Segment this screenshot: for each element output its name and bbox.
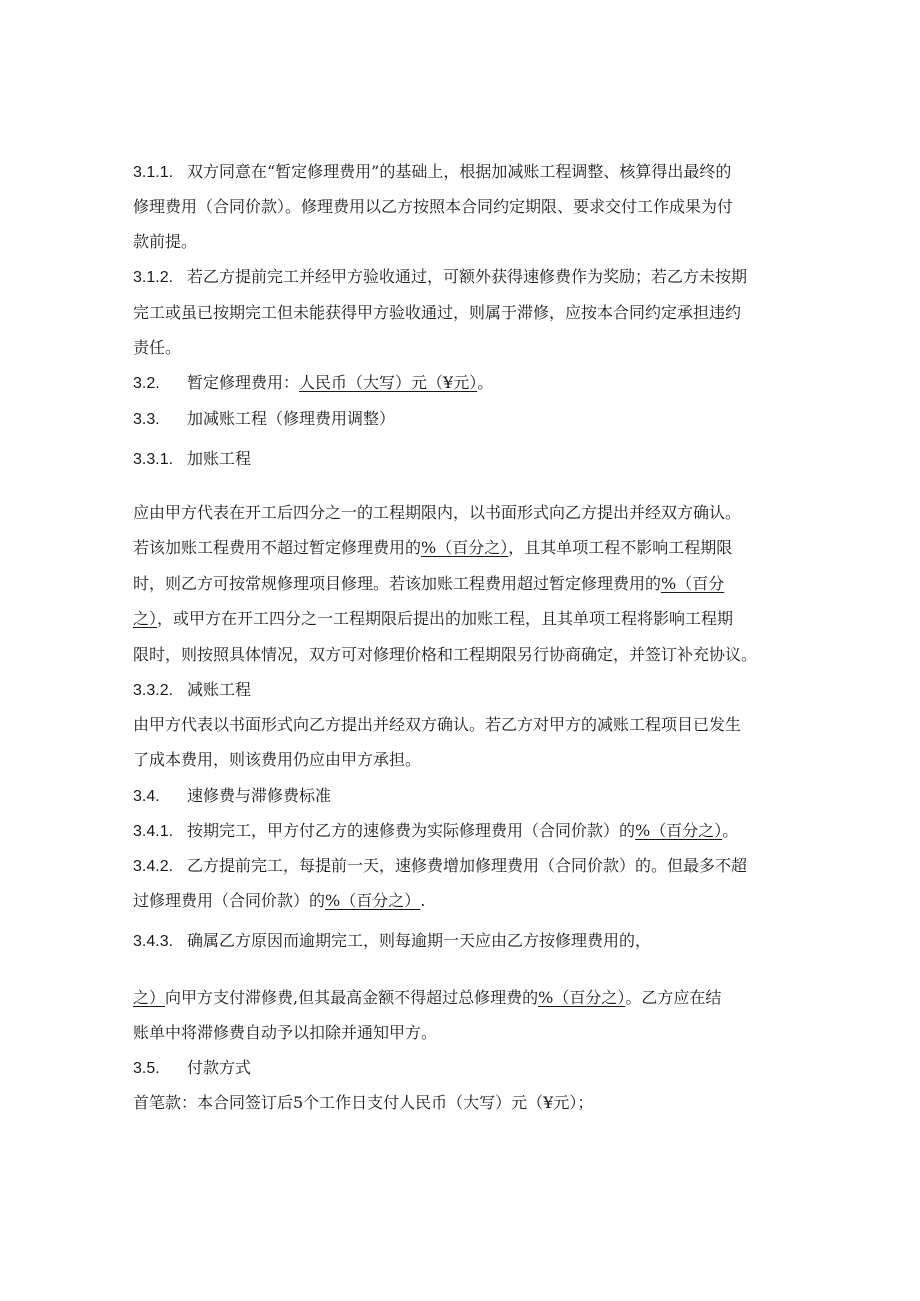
percent-blank: %（百分 [661, 574, 725, 593]
clause-number: 3.3. [133, 411, 160, 428]
clause-number: 3.3.2. [133, 682, 174, 699]
clause-3-3-1-body-line-1: 应由甲方代表在开工后四分之一的工程期限内，以书面形式向乙方提出并经双方确认。 [133, 503, 742, 522]
clause-heading: 加减账工程（修理费用调整） [187, 409, 396, 428]
text-run: 。乙方应在结 [625, 988, 722, 1007]
text-run: 乙方提前完工，每提前一天，速修费增加修理费用（合同价款）的。但最多不超 [187, 856, 748, 875]
text-run: 确属乙方原因而逾期完工，则每逾期一天应由乙方按修理费用的， [187, 931, 652, 950]
clause-3-5 [133, 1058, 251, 1079]
clause-3-1-2-line-2: 完工或虽已按期完工但未能获得甲方验收通过，则属于滞修，应按本合同约定承担违约 [133, 303, 742, 322]
clause-number: 3.1.2. [133, 269, 174, 286]
clause-number: 3.4.1. [133, 823, 174, 840]
percent-blank: %（百分之） [421, 538, 509, 557]
text-run: 若该加账工程费用不超过暂定修理费用的 [133, 538, 422, 557]
clause-3-4-3-line-1 [133, 931, 651, 952]
clause-3-3-1-body-line-3 [133, 574, 724, 594]
clause-3-3-2-line-1: 由甲方代表以书面形式向乙方提出并经双方确认。若乙方对甲方的减账工程项目已发生 [133, 715, 742, 734]
clause-3-4-3-line-2 [133, 988, 721, 1008]
clause-heading: 速修费与滞修费标准 [187, 786, 332, 805]
clause-3-4-2-line-2 [133, 891, 425, 911]
clause-number: 3.1.1. [133, 164, 174, 181]
clause-number: 3.3.1. [133, 451, 174, 468]
clause-text: 暂定修理费用： [187, 373, 300, 392]
clause-3-3-1-body-line-5: 限时，则按照具体情况，双方可对修理价格和工程期限另行协商确定，并签订补充协议。 [133, 645, 758, 664]
clause-3-5-line-1: 首笔款：本合同签订后5个工作日支付人民币（大写）元（¥元）； [133, 1093, 594, 1112]
text-run: 。 [722, 821, 739, 840]
text-run: 过修理费用（合同价款）的 [133, 891, 326, 910]
clause-3-4 [133, 786, 331, 807]
clause-3-4-2-line-1 [133, 856, 747, 877]
clause-3-2 [133, 373, 493, 394]
clause-3-1-1-line-2: 修理费用（合同价款）。修理费用以乙方按照本合同约定期限、要求交付工作成果为付 [133, 197, 734, 216]
clause-3-1-1-line-3: 款前提。 [133, 232, 198, 251]
clause-number: 3.4.2. [133, 858, 174, 875]
clause-3-3-1-body-line-4 [133, 609, 733, 629]
clause-3-4-3-line-3: 账单中将滞修费自动予以扣除并通知甲方。 [133, 1023, 438, 1042]
clause-number: 3.4.3. [133, 933, 174, 950]
percent-blank: 之） [133, 988, 166, 1007]
amount-blank: 人民币（大写）元（¥元） [299, 373, 478, 392]
text-run: 按期完工，甲方付乙方的速修费为实际修理费用（合同价款）的 [187, 821, 636, 840]
clause-heading: 加账工程 [187, 449, 252, 468]
clause-text: 若乙方提前完工并经甲方验收通过，可额外获得速修费作为奖励；若乙方未按期 [187, 267, 748, 286]
clause-3-4-1 [133, 821, 738, 842]
clause-heading: 减账工程 [187, 680, 252, 699]
clause-3-3-2-line-2: 了成本费用，则该费用仍应由甲方承担。 [133, 750, 422, 769]
text-run: . [420, 891, 426, 910]
clause-3-3-1-body-line-2 [133, 538, 732, 558]
text-run: ，且其单项工程不影响工程期限 [508, 538, 733, 557]
clause-3-1-2-line-1 [133, 267, 747, 288]
text-run: ，或甲方在开工四分之一工程期限后提出的加账工程，且其单项工程将影响工程期 [157, 609, 734, 628]
percent-blank: 之） [133, 609, 158, 628]
clause-number: 3.5. [133, 1060, 160, 1077]
clause-text: 双方同意在“暂定修理费用”的基础上，根据加减账工程调整、核算得出最终的 [187, 162, 732, 181]
clause-3-3-1 [133, 449, 251, 470]
clause-number: 3.2. [133, 375, 160, 392]
clause-heading: 付款方式 [187, 1058, 252, 1077]
text-run: 向甲方支付滞修费,但其最高金额不得超过总修理费的 [165, 988, 539, 1007]
clause-3-1-2-line-3: 责任。 [133, 338, 182, 357]
percent-blank: %（百分之） [538, 988, 626, 1007]
clause-punct: 。 [477, 373, 494, 392]
clause-3-3 [133, 409, 395, 430]
clause-3-1-1-line-1 [133, 162, 731, 183]
clause-number: 3.4. [133, 788, 160, 805]
clause-3-3-2 [133, 680, 251, 701]
text-run: 时，则乙方可按常规修理项目修理。若该加账工程费用超过暂定修理费用的 [133, 574, 662, 593]
percent-blank: %（百分之） [325, 891, 421, 910]
percent-blank: %（百分之） [635, 821, 723, 840]
